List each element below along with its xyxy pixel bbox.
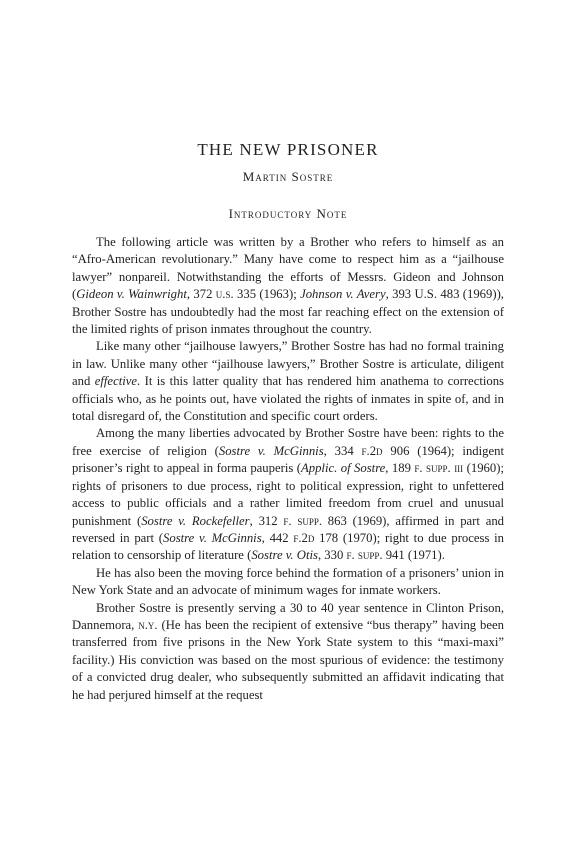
case-citation: Johnson v. Avery (300, 287, 386, 302)
case-citation: Sostre v. McGinnis (218, 443, 324, 458)
article-author: Martin Sostre (242, 169, 334, 184)
reporter-abbrev: f. supp. (414, 461, 451, 476)
emphasis: effective (94, 374, 138, 389)
reporter-abbrev: f. supp. (346, 548, 383, 563)
case-citation: Gideon v. Wainwright (76, 287, 187, 302)
case-citation: Sostre v. Rockefeller (141, 513, 250, 528)
case-citation: Sostre v. McGinnis (163, 530, 262, 545)
reporter-abbrev: u.s. (215, 287, 234, 302)
case-citation: Sostre v. Otis (251, 548, 318, 563)
paragraph-3: Among the many liberties advocated by Brother Sostre have been: rights to the free exercise of religion (Sostre v. McGinnis, 334 f.2d 906 (1964); indigent prisoner’s right to appeal in forma pauperis (Applic. of Sostre, 189 f. supp. iii (1960); rights of prisoners to due process, right to political expression, right to unfettered access to public officials and a rather limited freedom from cruel and unusual punishment (Sostre v. Rockefeller, 312 f. supp. 863 (1969), affirmed in part and reversed in part (Sostre v. McGinnis, 442 f.2d 178 (1970); right to due process in relation to censorship of literature (Sostre v. Otis, 330 f. supp. 941 (1971). (72, 426, 505, 563)
case-citation: Applic. of Sostre (300, 461, 386, 476)
state-abbrev: n.y. (138, 617, 158, 632)
reporter-abbrev: f.2d (293, 530, 315, 545)
reporter-abbrev: f.2d (361, 443, 383, 458)
paragraph-1: The following article was written by a Brother who refers to himself as an “Afro-American revolutionary.” Many have come to respect him as a “jailhouse lawyer” nonpareil. Notwithstanding the efforts of Messrs. Gideon and Johnson (Gideon v. Wainwright, 372 u.s. 335 (1963); Johnson v. Avery, 393 U.S. 483 (1969)), Brother Sostre has undoubtedly had the most far reaching effect on the extension of the limited rights of prison inmates throughout the country. (72, 235, 504, 337)
paragraph-2: Like many other “jailhouse lawyers,” Brother Sostre has had no formal training in law. Unlike many other “jailhouse lawyers,” Brother Sostre is articulate, diligent and effective. It is this latter quality that has rendered him anathema to corrections officials who, as he points out, have violated the rights of inmates in spite of, and in total disregard of, the Constitution and specific court orders. (72, 339, 504, 424)
article-title: THE NEW PRISONER (197, 140, 379, 159)
reporter-abbrev: iii (454, 461, 464, 476)
article-body (72, 234, 504, 704)
paragraph-4: He has also been the moving force behind the formation of a prisoners’ union in New York State and an advocate of minimum wages for inmate workers. (72, 565, 504, 598)
paragraph-5: Brother Sostre is presently serving a 30 to 40 year sentence in Clinton Prison, Dannemora, n.y. (He has been the recipient of extensive “bus therapy” having been transferred from five prisons in the New York State system to this “maxi-maxi” facility.) His conviction was based on the most spurious of evidence: the testimony of a convicted drug dealer, who subsequently submitted an affidavit indicating that he had perjured himself at the request (72, 600, 504, 702)
section-heading: Introductory Note (228, 206, 348, 221)
reporter-abbrev: f. supp. (283, 513, 323, 528)
